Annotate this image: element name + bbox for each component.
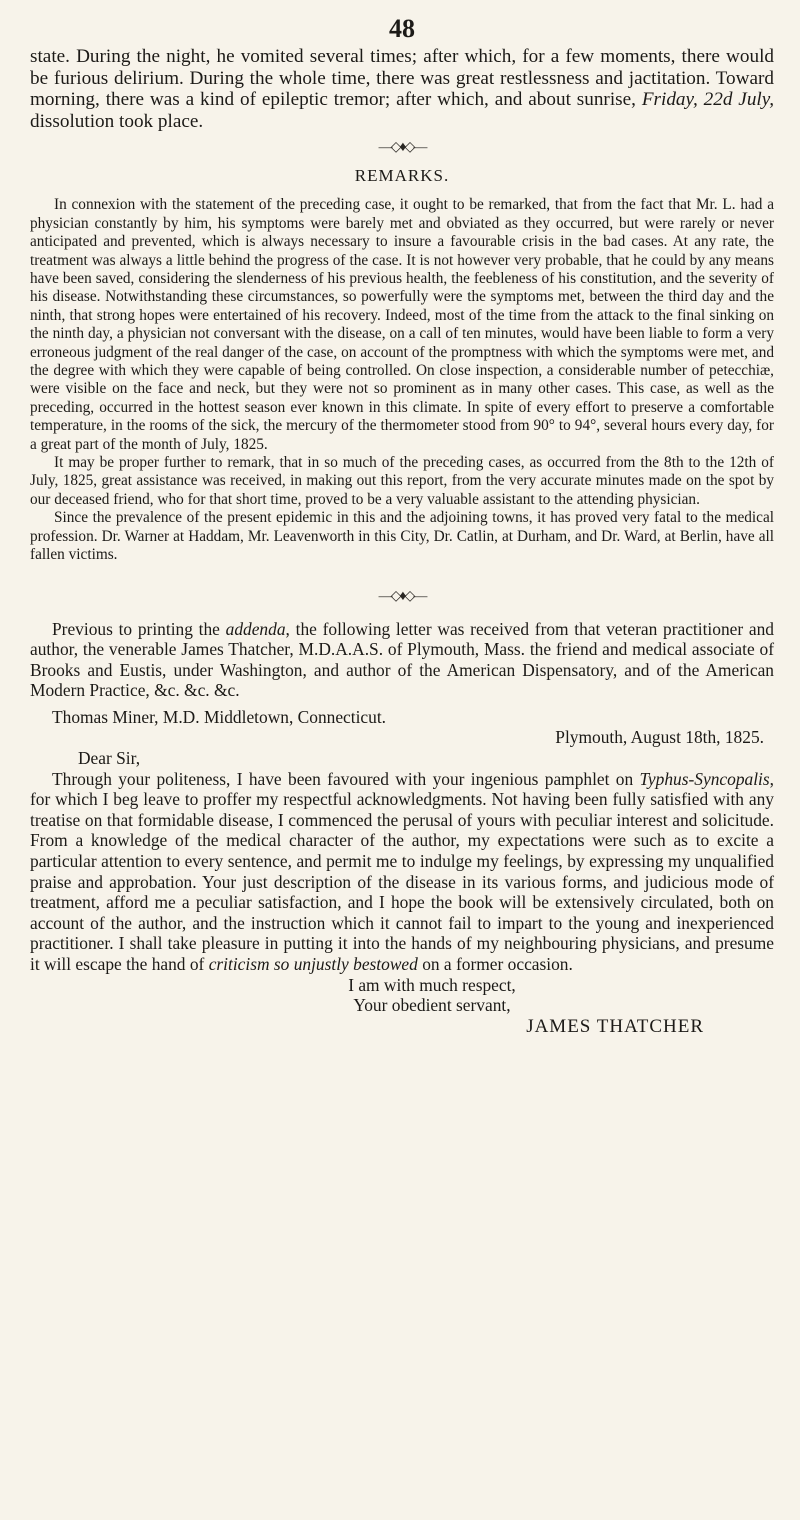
remarks-paragraph-3: Since the prevalence of the present epidemic in this and the adjoining towns, it has proved very fatal to the medical profession. Dr. Warner at Haddam, Mr. Leavenworth in this City, Dr. Catlin, at Durham, and Dr. Ward, at Berlin, have all fallen victims. — [30, 509, 774, 564]
intro-text: Previous to printing the — [52, 618, 226, 639]
letter-body-text-2: , for which I beg leave to proffer my respectful acknowledgments. Not having been fully satisfied with any treatise on that formidable disease, I commenced the perusal of yours with peculiar interest and solicitude. From a knowledge of the medical character of the author, my expectations were such as to excite a particular attention to every sentence, and permit me to indulge my feelings, by expressing my unqualified praise and approbation. Your just description of the disease in its various forms, and judicious mode of treatment, afford me a peculiar satisfaction, and I hope the book will be extensively circulated, both on account of the author, and the instruction which it cannot fail to impart to the young and inexperienced practitioner. I shall take pleasure in putting it into the hands of my neighbouring physicians, and presume it will escape the hand of — [30, 768, 774, 974]
letter-closing-1: I am with much respect, — [348, 974, 516, 995]
letter-salutation: Dear Sir, — [78, 748, 141, 769]
ornament-divider-2: —◇♦◇— — [378, 588, 426, 604]
case-text-end: dissolution took place. — [30, 110, 204, 132]
letter-body-text: Through your politeness, I have been favoured with your ingenious pamphlet on — [52, 768, 640, 789]
addenda-italic: addenda — [225, 618, 286, 639]
letter-place-date: Plymouth, August 18th, 1825. — [555, 727, 764, 748]
ornament-divider: —◇♦◇— — [378, 140, 426, 156]
case-conclusion-paragraph — [30, 46, 774, 132]
remarks-paragraph-2: It may be proper further to remark, that in so much of the preceding cases, as occurred from the 8th to the 12th of July, 1825, great assistance was received, in making out this report, from the very accurate minutes made on the spot by our deceased friend, who for that short time, proved to be a very valuable assistant to the attending physician. — [30, 454, 774, 508]
pamphlet-title: Typhus-Syncopalis — [639, 768, 770, 789]
intro-text-rest: , the following letter was received from that veteran practitioner and author, the venerable James Thatcher, M.D.A.A.S. of Plymouth, Mass. the friend and medical associate of Brooks and Eustis, under Washington, and author of the American Dispensatory, and of the American Modern Practice, &c. &c. &c. — [30, 618, 774, 701]
page-number: 48 — [389, 14, 415, 43]
previous-letter-intro — [30, 619, 774, 701]
letter-addressee: Thomas Miner, M.D. Middletown, Connecticut. — [52, 706, 387, 727]
case-date: Friday, 22d July, — [641, 89, 774, 111]
remarks-heading: REMARKS. — [354, 166, 450, 186]
criticism-italic: criticism so unjustly bestowed — [208, 954, 418, 974]
letter-closing-2: Your obedient servant, — [353, 995, 511, 1016]
letter-body — [30, 769, 774, 975]
letter-body-end: on a former occasion. — [417, 954, 573, 974]
letter-signature: JAMES THATCHER — [526, 1015, 704, 1037]
document-page — [30, 14, 774, 1038]
case-text: state. During the night, he vomited several times; after which, for a few moments, there would be furious delirium. During the whole time, there was great restlessness and jactitation. Toward morning, there was a kind of epileptic tremor; after which, and about sunrise, — [30, 46, 774, 111]
remarks-paragraph-1: In connexion with the statement of the preceding case, it ought to be remarked, that from the fact that Mr. L. had a physician constantly by him, his symptoms were barely met and obviated as they occurred, but were rarely or never anticipated and prevented, which is always necessary to insure a favourable crisis in the bad cases. At any rate, the treatment was always a little behind the progress of the case. It is not however very probable, that he could by any means have been saved, considering the slenderness of his previous health, the feebleness of his constitution, and the severity of his disease. Notwithstanding these circumstances, so powerfully were the symptoms met, between the third day and the ninth, that strong hopes were entertained of his recovery. Indeed, most of the time from the attack to the final sinking on the ninth day, a physician not conversant with the disease, on a call of ten minutes, would have been liable to form a very erroneous judgment of the real danger of the case, on account of the promptness with which the symptoms were met, and the degree with which they were capable of being controlled. On close inspection, a considerable number of petecchiæ, were visible on the face and neck, but they were not so prominent as in many other cases. This case, as well as the preceding, occurred in the hottest season ever known in this climate. In spite of every effort to preserve a comfortable temperature, in the rooms of the sick, the mercury of the thermometer stood from 90° to 94°, several hours every day, for a great part of the month of July, 1825. — [30, 196, 774, 453]
